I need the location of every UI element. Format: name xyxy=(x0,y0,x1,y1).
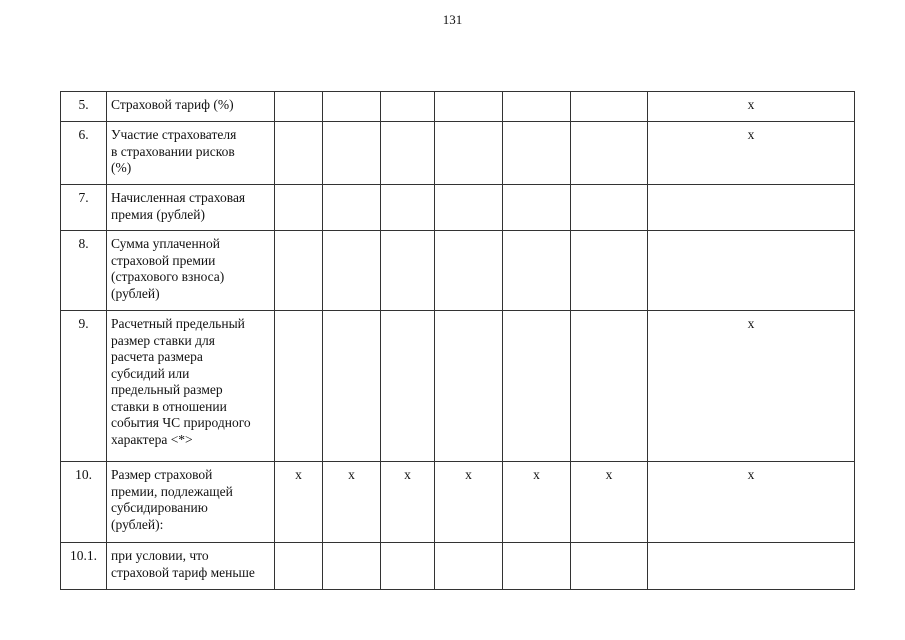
value-cell: x xyxy=(323,462,381,543)
value-cell xyxy=(275,231,323,311)
value-cell: x xyxy=(275,462,323,543)
row-number: 10.1. xyxy=(61,543,107,590)
value-cell xyxy=(323,311,381,462)
description-line: Сумма уплаченной xyxy=(111,236,220,251)
value-cell: x xyxy=(648,92,855,122)
description-line: характера <*> xyxy=(111,431,193,447)
value-cell xyxy=(435,92,503,122)
table-body xyxy=(61,92,855,590)
description-line: Страховой тариф (%) xyxy=(111,97,234,112)
description-line: размер ставки для xyxy=(111,332,215,348)
description-line: (рублей) xyxy=(111,285,160,301)
value-cell xyxy=(571,231,648,311)
value-cell: x xyxy=(435,462,503,543)
value-cell xyxy=(503,185,571,231)
value-cell xyxy=(275,311,323,462)
description-line: премия (рублей) xyxy=(111,206,205,222)
description-line: (страхового взноса) xyxy=(111,269,225,284)
table-row xyxy=(61,185,855,231)
table-row xyxy=(61,462,855,543)
description-line: Расчетный предельный xyxy=(111,316,245,331)
value-cell: x xyxy=(381,462,435,543)
value-cell xyxy=(435,231,503,311)
description-line: события ЧС природного xyxy=(111,415,251,430)
data-table xyxy=(60,91,855,590)
value-cell xyxy=(323,185,381,231)
description-line: субсидий или xyxy=(111,365,190,381)
description-line: Участие страхователя xyxy=(111,127,237,142)
value-cell xyxy=(648,185,855,231)
description-line: премии, подлежащей xyxy=(111,483,233,499)
value-cell xyxy=(435,122,503,185)
value-cell xyxy=(435,543,503,590)
description-line: страховой премии xyxy=(111,252,216,268)
row-number: 5. xyxy=(61,92,107,122)
row-description xyxy=(107,185,275,231)
row-number: 7. xyxy=(61,185,107,231)
description-line: Размер страховой xyxy=(111,467,213,482)
table-row xyxy=(61,122,855,185)
value-cell: x xyxy=(648,462,855,543)
value-cell xyxy=(571,311,648,462)
description-line: в страховании рисков xyxy=(111,143,235,159)
value-cell xyxy=(323,543,381,590)
row-description xyxy=(107,543,275,590)
value-cell xyxy=(323,231,381,311)
value-cell xyxy=(571,92,648,122)
table-row xyxy=(61,231,855,311)
description-line: (%) xyxy=(111,160,132,175)
value-cell: x xyxy=(571,462,648,543)
description-line: расчета размера xyxy=(111,349,203,364)
description-line: предельный размер xyxy=(111,382,223,397)
row-number: 8. xyxy=(61,231,107,311)
value-cell xyxy=(381,185,435,231)
row-number: 10. xyxy=(61,462,107,543)
row-number: 6. xyxy=(61,122,107,185)
value-cell xyxy=(503,231,571,311)
row-number: 9. xyxy=(61,311,107,462)
value-cell xyxy=(571,185,648,231)
value-cell xyxy=(275,122,323,185)
description-line: Начисленная страховая xyxy=(111,190,246,205)
value-cell xyxy=(648,543,855,590)
page-number: 131 xyxy=(442,12,463,27)
value-cell: x xyxy=(648,122,855,185)
value-cell xyxy=(381,92,435,122)
value-cell: x xyxy=(648,311,855,462)
value-cell xyxy=(435,311,503,462)
value-cell xyxy=(503,92,571,122)
row-description xyxy=(107,92,275,122)
value-cell xyxy=(381,231,435,311)
value-cell xyxy=(275,543,323,590)
description-line: при условии, что xyxy=(111,548,209,563)
value-cell xyxy=(503,122,571,185)
value-cell xyxy=(381,543,435,590)
row-description xyxy=(107,311,275,462)
description-line: ставки в отношении xyxy=(111,398,227,414)
description-line: страховой тариф меньше xyxy=(111,564,255,580)
value-cell xyxy=(323,92,381,122)
table-row xyxy=(61,543,855,590)
value-cell xyxy=(275,92,323,122)
row-description xyxy=(107,462,275,543)
value-cell xyxy=(503,311,571,462)
value-cell xyxy=(323,122,381,185)
value-cell xyxy=(571,543,648,590)
description-line: субсидированию xyxy=(111,500,208,515)
row-description xyxy=(107,122,275,185)
value-cell xyxy=(275,185,323,231)
value-cell xyxy=(381,122,435,185)
value-cell xyxy=(648,231,855,311)
value-cell xyxy=(381,311,435,462)
value-cell: x xyxy=(503,462,571,543)
row-description xyxy=(107,231,275,311)
table-row xyxy=(61,311,855,462)
value-cell xyxy=(503,543,571,590)
table-row xyxy=(61,92,855,122)
value-cell xyxy=(435,185,503,231)
value-cell xyxy=(571,122,648,185)
description-line: (рублей): xyxy=(111,516,164,532)
